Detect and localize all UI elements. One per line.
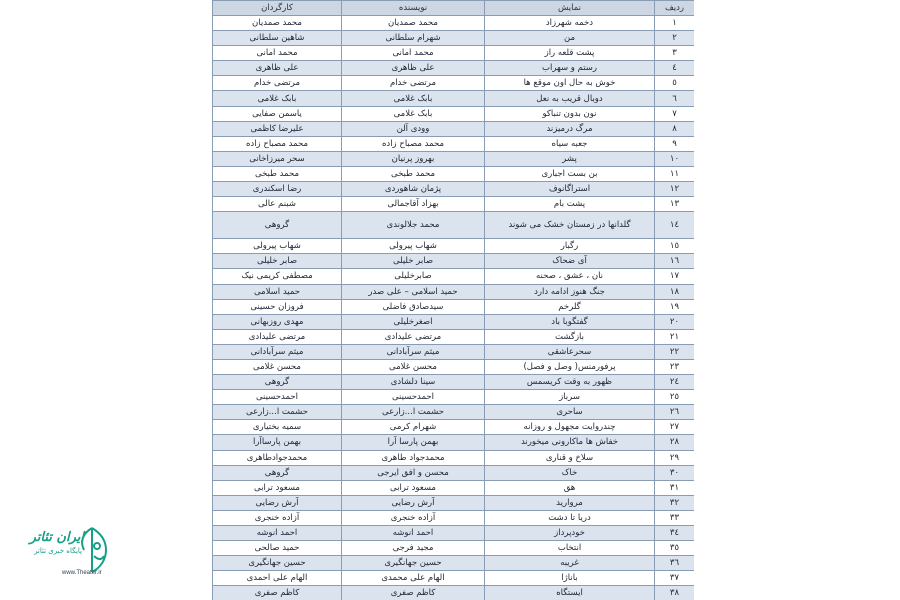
cell-play: هق [485,480,655,495]
cell-num: ١٣ [655,197,695,212]
cell-play: خودپرداز [485,526,655,541]
cell-director: فروزان حسینی [213,299,342,314]
table-row [213,106,695,121]
cell-writer: بهزاد آقاجمالی [342,197,485,212]
table-row [213,556,695,571]
cell-play: استراگانوف [485,182,655,197]
cell-director: محمد مصباح زاده [213,136,342,151]
table-row [213,91,695,106]
cell-num: ٢٦ [655,405,695,420]
cell-writer: کاظم صفری [342,586,485,600]
table-row [213,31,695,46]
header-play: نمایش [485,1,655,16]
table-body [213,16,695,600]
table-row [213,450,695,465]
cell-play: ظهور به وقت کریسمس [485,375,655,390]
cell-num: ١٦ [655,254,695,269]
cell-director: محسن غلامی [213,359,342,374]
table-row [213,61,695,76]
table-row [213,329,695,344]
cell-play: دریا تا دشت [485,510,655,525]
cell-director: بهمن پارساآرا [213,435,342,450]
header-director: کارگردان [213,1,342,16]
cell-director: میثم سرآبادانی [213,344,342,359]
cell-play: آی ضحاک [485,254,655,269]
cell-writer: محمد طبخی [342,166,485,181]
cell-writer: محمدجواد طاهری [342,450,485,465]
table-row [213,151,695,166]
cell-director: احمدحسینی [213,390,342,405]
cell-director: شبنم عالی [213,197,342,212]
cell-director: الهام علی احمدی [213,571,342,586]
table-row [213,586,695,600]
cell-num: ٢٧ [655,420,695,435]
cell-writer: حسین جهانگیری [342,556,485,571]
table-row [213,269,695,284]
cell-director: حشمت ا...زارعی [213,405,342,420]
table-row [213,480,695,495]
table-row [213,420,695,435]
cell-play: خاک [485,465,655,480]
cell-play: گلدانها در زمستان خشک می شوند [485,212,655,239]
cell-num: ٩ [655,136,695,151]
cell-play: من [485,31,655,46]
cell-writer: مرتضی علیدادی [342,329,485,344]
table-row [213,359,695,374]
cell-writer: بابک غلامی [342,106,485,121]
cell-play: خوش به حال اون موقع ها [485,76,655,91]
cell-writer: احمدحسینی [342,390,485,405]
table-row [213,46,695,61]
cell-num: ٤ [655,61,695,76]
cell-writer: الهام علی محمدی [342,571,485,586]
cell-director: رضا اسکندری [213,182,342,197]
cell-num: ٢٨ [655,435,695,450]
header-num: ردیف [655,1,695,16]
table-row [213,405,695,420]
cell-writer: آزاده خنجری [342,510,485,525]
cell-director: حمید اسلامی [213,284,342,299]
cell-play: پشت بام [485,197,655,212]
table-row [213,16,695,31]
table-row [213,495,695,510]
cell-num: ۱ [655,16,695,31]
cell-num: ٨ [655,121,695,136]
table-row [213,465,695,480]
cell-director: شاهین سلطانی [213,31,342,46]
table-row [213,254,695,269]
cell-writer: اصغرخلیلی [342,314,485,329]
cell-play: چندروایت مجهول و روزانه [485,420,655,435]
table-row [213,541,695,556]
cell-writer: شهاب پیرولی [342,239,485,254]
cell-director: سمیه بختیاری [213,420,342,435]
cell-writer: شهرام سلطانی [342,31,485,46]
table-row [213,212,695,239]
cell-director: مرتضی خدام [213,76,342,91]
cell-writer: بابک غلامی [342,91,485,106]
cell-writer: محسن غلامی [342,359,485,374]
cell-director: حسین جهانگیری [213,556,342,571]
cell-director: یاسمن صفایی [213,106,342,121]
table-row [213,76,695,91]
cell-play: خفاش ها ماکارونی میخورند [485,435,655,450]
cell-writer: مسعود ترابی [342,480,485,495]
cell-play: گفتگوبا باد [485,314,655,329]
cell-director: احمد انوشه [213,526,342,541]
table-row [213,239,695,254]
cell-num: ٣٣ [655,510,695,525]
table-row [213,390,695,405]
cell-play: غریبه [485,556,655,571]
table-row [213,526,695,541]
cell-writer: مجید فرجی [342,541,485,556]
table-row [213,571,695,586]
table-row [213,314,695,329]
cell-num: ٣٤ [655,526,695,541]
cell-play: مروارید [485,495,655,510]
cell-writer: بهروز پرنیان [342,151,485,166]
plays-table [212,0,694,600]
cell-num: ٢٥ [655,390,695,405]
cell-num: ٢١ [655,329,695,344]
cell-director: محمد امانی [213,46,342,61]
cell-num: ١٠ [655,151,695,166]
table-row [213,182,695,197]
cell-director: گروهی [213,375,342,390]
cell-director: کاظم صفری [213,586,342,600]
cell-writer: شهرام کرمی [342,420,485,435]
cell-num: ٧ [655,106,695,121]
cell-play: جعبه سیاه [485,136,655,151]
cell-director: مهدی روزبهانی [213,314,342,329]
table-row [213,435,695,450]
cell-play: بازگشت [485,329,655,344]
cell-num: ۲ [655,31,695,46]
table-row [213,136,695,151]
cell-num: ١٩ [655,299,695,314]
cell-writer: سیدصادق فاضلی [342,299,485,314]
cell-num: ٣٧ [655,571,695,586]
cell-play: ساحری [485,405,655,420]
cell-play: پشت قلعه راز [485,46,655,61]
cell-director: محمدجوادطاهری [213,450,342,465]
cell-num: ٣١ [655,480,695,495]
cell-writer: حشمت ا...زارعی [342,405,485,420]
header-writer: نویسنده [342,1,485,16]
cell-play: دوبال قریب به نعل [485,91,655,106]
cell-num: ١٨ [655,284,695,299]
table-header-row [213,1,695,16]
cell-director: مصطفی کریمی نیک [213,269,342,284]
cell-num: ٣٠ [655,465,695,480]
cell-writer: سینا دلشادی [342,375,485,390]
cell-play: پشر [485,151,655,166]
cell-num: ١١ [655,166,695,181]
cell-play: ایستگاه [485,586,655,600]
cell-writer: صابرخلیلی [342,269,485,284]
cell-director: علی ظاهری [213,61,342,76]
cell-writer: محمد جلالوندی [342,212,485,239]
cell-writer: بهمن پارسا آرا [342,435,485,450]
cell-play: سلاخ و قناری [485,450,655,465]
cell-num: ٥ [655,76,695,91]
cell-num: ٣٦ [655,556,695,571]
cell-play: نون بدون تنباکو [485,106,655,121]
cell-play: مرگ درمیزند [485,121,655,136]
cell-play: باناژا [485,571,655,586]
cell-writer: حمید اسلامی – علی صدر [342,284,485,299]
cell-director: آزاده خنجری [213,510,342,525]
table-row [213,299,695,314]
cell-play: پرفورمنس( وصل و فصل) [485,359,655,374]
cell-writer: مرتضی خدام [342,76,485,91]
cell-director: سحر میرزاخانی [213,151,342,166]
cell-writer: محمد صمدیان [342,16,485,31]
cell-play: رستم و سهراب [485,61,655,76]
cell-director: بابک غلامی [213,91,342,106]
cell-writer: میثم سرآبادانی [342,344,485,359]
cell-num: ٢٩ [655,450,695,465]
table-row [213,166,695,181]
cell-num: ١٤ [655,212,695,239]
cell-play: سحرعاشقی [485,344,655,359]
cell-director: علیرضا کاظمی [213,121,342,136]
table-row [213,197,695,212]
cell-num: ٣٨ [655,586,695,600]
cell-num: ١٢ [655,182,695,197]
cell-director: مرتضی علیدادی [213,329,342,344]
cell-writer: پژمان شاهوردی [342,182,485,197]
cell-writer: احمد انوشه [342,526,485,541]
cell-num: ٢٠ [655,314,695,329]
cell-writer: صابر خلیلی [342,254,485,269]
table-row [213,375,695,390]
cell-play: گلرخم [485,299,655,314]
cell-play: نان ، عشق ، صحنه [485,269,655,284]
cell-play: سرباز [485,390,655,405]
cell-director: حمید صالحی [213,541,342,556]
cell-director: مسعود ترابی [213,480,342,495]
cell-director: محمد صمدیان [213,16,342,31]
cell-writer: وودی آلن [342,121,485,136]
logo-brand-text: ایران تئاتر [29,530,84,545]
cell-writer: آرش رضایی [342,495,485,510]
logo-subtitle: پایگاه خبری تئاتر [34,547,82,555]
cell-num: ٦ [655,91,695,106]
cell-director: محمد طبخی [213,166,342,181]
cell-num: ٢٣ [655,359,695,374]
cell-director: شهاب پیرولی [213,239,342,254]
table-row [213,344,695,359]
cell-play: انتخاب [485,541,655,556]
cell-writer: محمد مصباح زاده [342,136,485,151]
table-row [213,121,695,136]
cell-num: ١٥ [655,239,695,254]
table-row [213,510,695,525]
cell-writer: علی ظاهری [342,61,485,76]
cell-num: ٣٢ [655,495,695,510]
logo-url: www.Theater.ir [62,570,102,576]
cell-num: ١٧ [655,269,695,284]
cell-writer: محسن و افق ایرجی [342,465,485,480]
cell-director: آرش رضایی [213,495,342,510]
cell-num: ٢٤ [655,375,695,390]
cell-play: جنگ هنوز ادامه دارد [485,284,655,299]
cell-writer: محمد امانی [342,46,485,61]
cell-director: گروهی [213,212,342,239]
cell-play: رگبار [485,239,655,254]
cell-num: ٣٥ [655,541,695,556]
cell-play: دخمه شهرزاد [485,16,655,31]
cell-num: ٢٢ [655,344,695,359]
plays-table-container [212,0,694,600]
cell-director: صابر خلیلی [213,254,342,269]
cell-director: گروهی [213,465,342,480]
table-row [213,284,695,299]
cell-num: ۳ [655,46,695,61]
cell-play: بن بست اجباری [485,166,655,181]
